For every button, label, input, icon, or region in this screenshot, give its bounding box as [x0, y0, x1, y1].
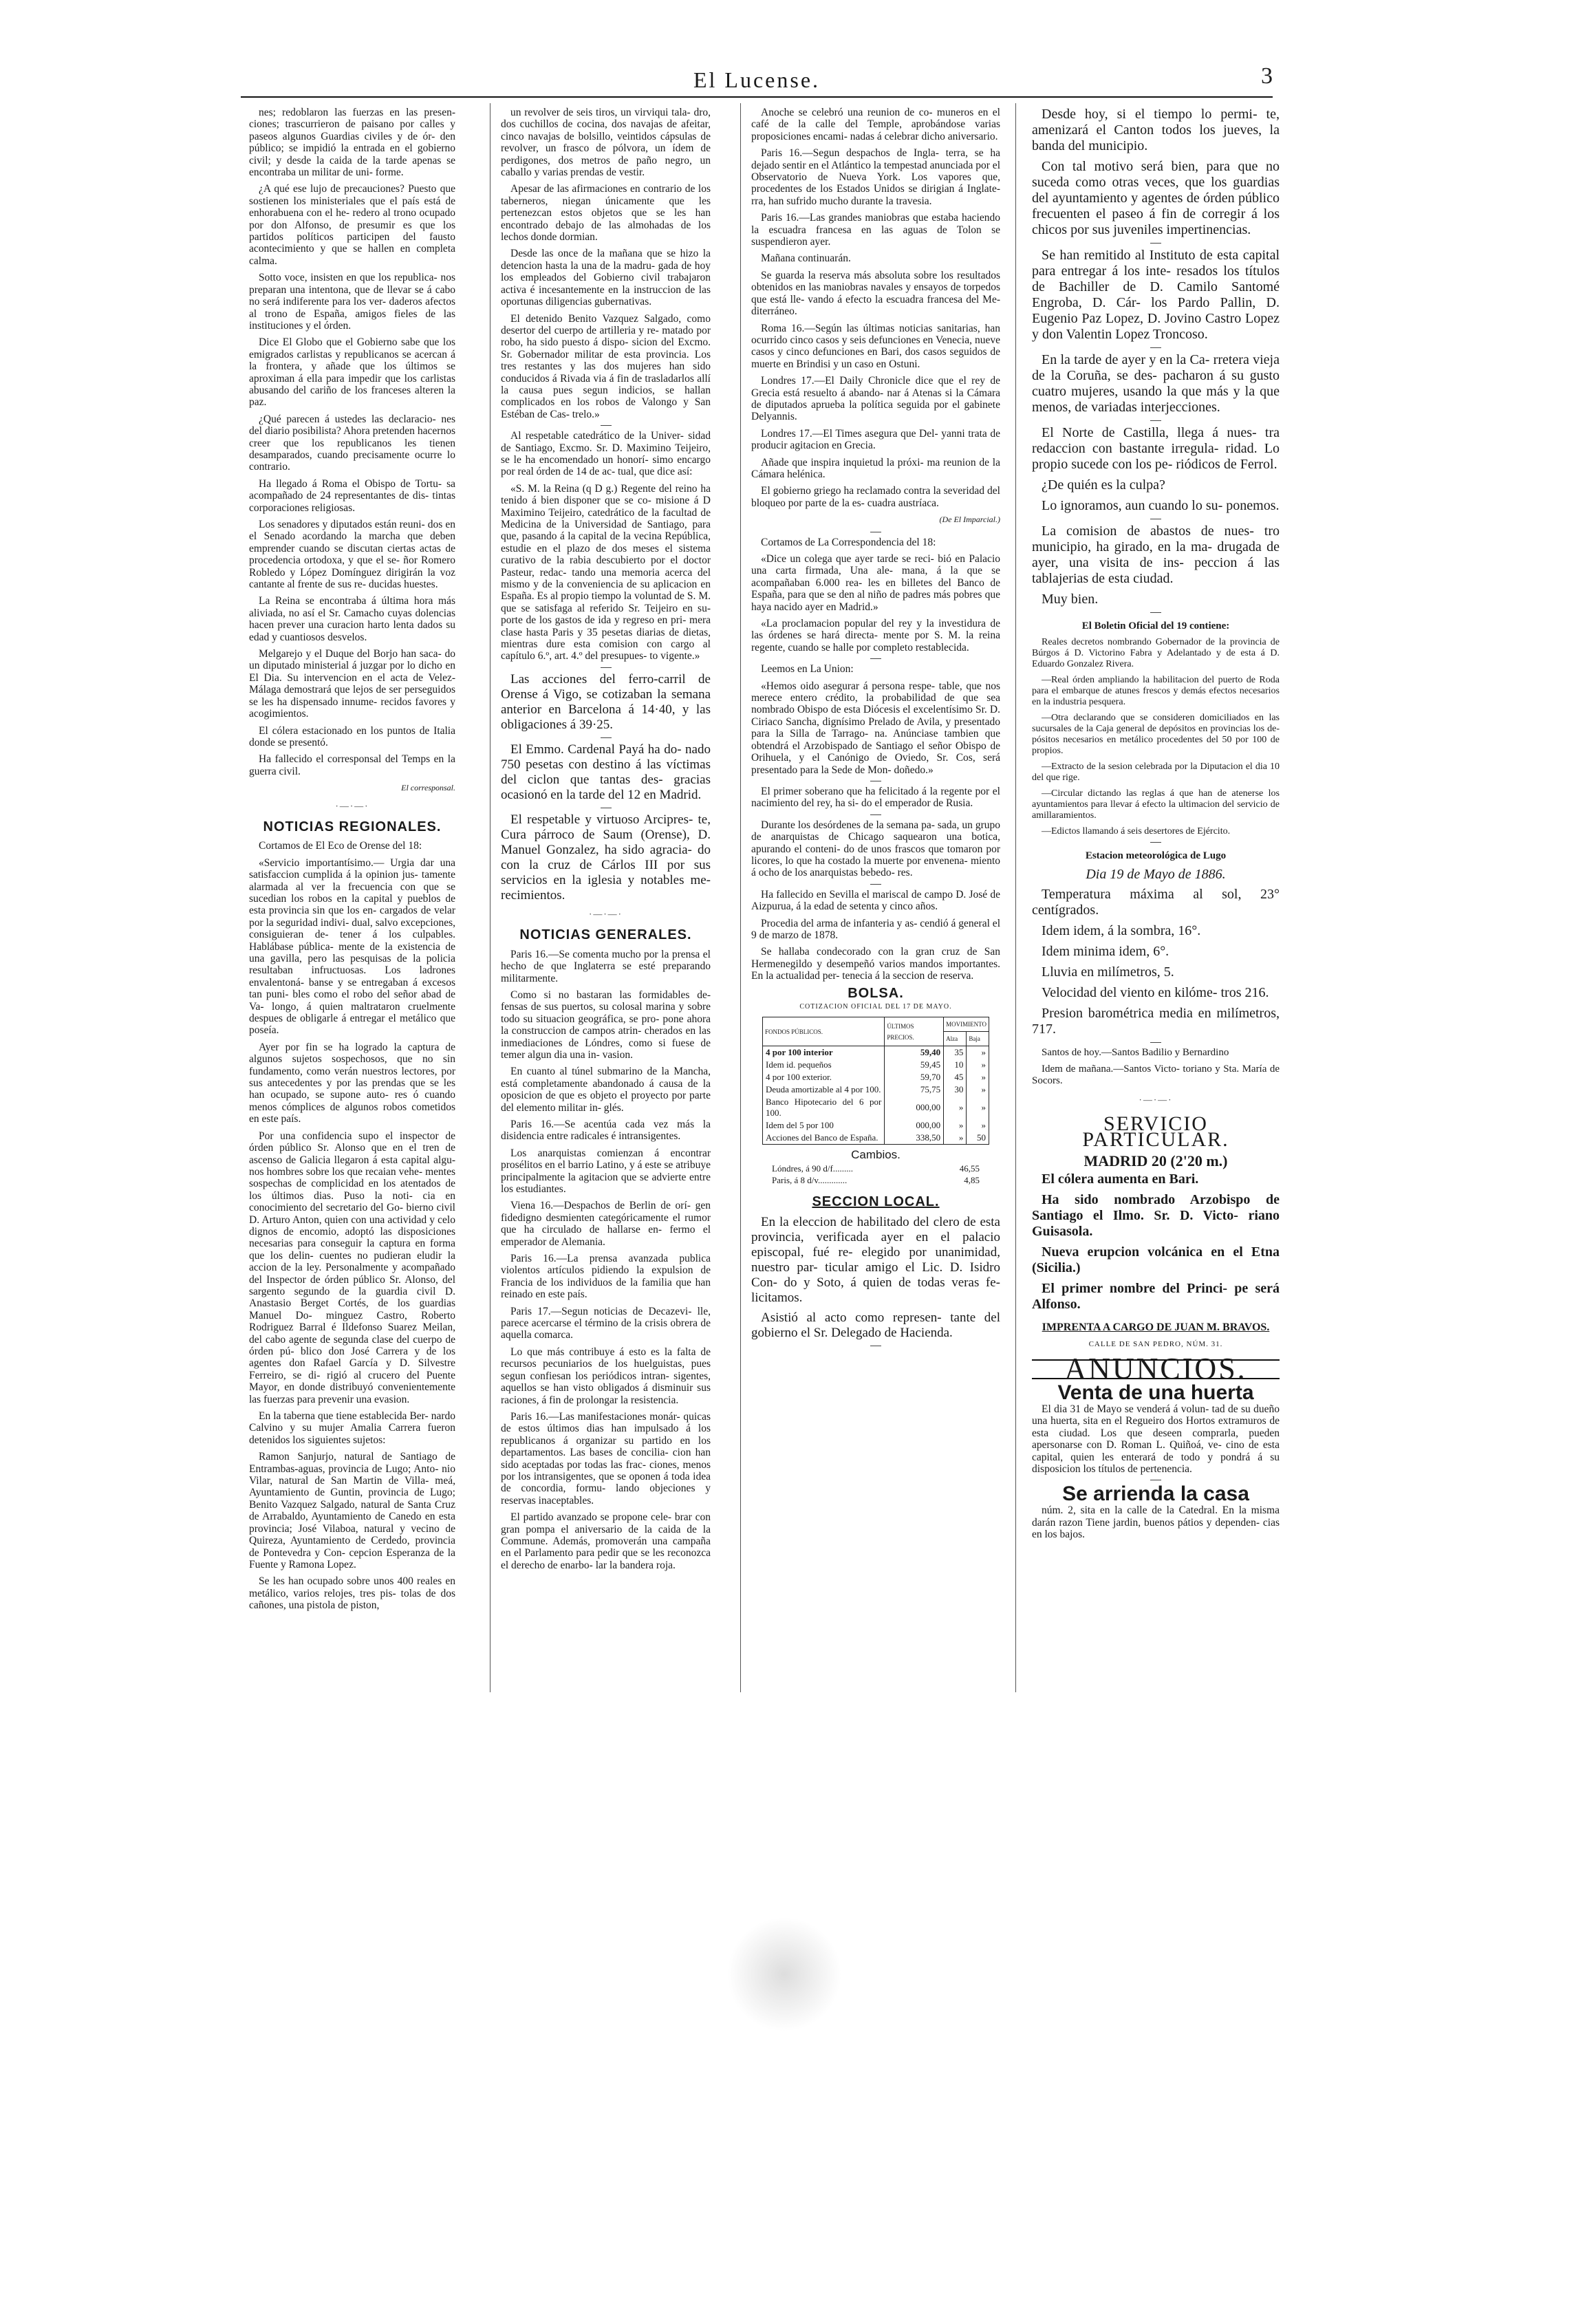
separator — [1150, 612, 1161, 613]
table-cell: » — [944, 1132, 967, 1145]
paragraph: Santos de hoy.—Santos Badilio y Bernardino — [1042, 1047, 1229, 1058]
separator — [1150, 842, 1161, 843]
paragraph: Londres 17.—El Times asegura que Del- yanni trata de producir agitacion en Grecia. — [751, 427, 1000, 452]
table-cell: 75,75 — [885, 1083, 944, 1096]
paragraph: El cólera estacionado en los puntos de Italia donde se presentó. — [249, 724, 455, 748]
paragraph: Cortamos de La Correspondencia del 18: — [761, 536, 936, 548]
paragraph: Londres 17.—El Daily Chronicle dice que el rey de Grecia está resuelto á abando- nar á Atenas si la Cámara de diputados aprueba la política seguida por el gabinete Delyannis. — [751, 375, 1000, 423]
paragraph: Paris 17.—Segun noticias de Decazevi- lle, parece acercarse el término de la crisis obrera de aquella comarca. — [501, 1305, 711, 1341]
paragraph: El gobierno griego ha reclamado contra la severidad del bloqueo por parte de la es- cuadra austríaca. — [751, 485, 1000, 509]
table-cell: » — [967, 1083, 989, 1096]
table-cell: 59,70 — [885, 1071, 944, 1083]
paragraph: «S. M. la Reina (q D g.) Regente del reino ha tenido á bien disponer que se co- misione á D Maximino Teijeiro, catedrático de la facultad de Medicina de la Universidad de Santiago, para que, pasando á la capital de la vecina República, estudie en el plazo de dos meses el sistema curativo de la rabia descubierto por el doctor Pasteur, redac- tando una memoria acerca del mismo y de la conveniencia de su aplicacion en España. Es al propio tiempo la voluntad de S. M. que se satisfaga al referido Sr. Teijeiro en su- porte de los gastos de ida y regreso en pri- mera clase hasta Paris y 35 pesetas diarias de dietas, mientras dure esta comision con cargo al capítulo 6.º, art. 4.º del presupues- to vigente.» — [501, 482, 711, 662]
bolsa-table — [762, 1017, 989, 1145]
paragraph: Se guarda la reserva más absoluta sobre los resultados obtenidos en las maniobras navales y ensayos de torpedos que está lle- vando á efecto la escuadra francesa del Me- diterráneo. — [751, 269, 1000, 318]
imprenta-line: IMPRENTA A CARGO DE JUAN M. BRAVOS. — [1042, 1321, 1270, 1333]
paragraph: Ha llegado á Roma el Obispo de Tortu- sa acompañado de 24 representantes de dis- tintas corporaciones religiosas. — [249, 477, 455, 514]
table-cell: 4 por 100 exterior. — [763, 1071, 885, 1083]
paragraph: La comision de abastos de nues- tro municipio, ha girado, en la ma- drugada de ayer, una visita de ins- peccion á las tablajerias de esta ciudad. — [1032, 524, 1280, 586]
paragraph: Leemos en La Union: — [761, 663, 854, 676]
ad-heading: Se arrienda la casa — [1062, 1482, 1249, 1506]
paragraph: —Extracto de la sesion celebrada por la Diputacion el dia 10 del que rige. — [1032, 762, 1280, 783]
paragraph: Se han remitido al Instituto de esta capital para entregar á los inte- resados los títulos de Bachiller de D. Camilo Santomé Engroba, D. Cár- los Pardo Pallin, D. Eugenio Paz Lopez, D. Jovino Castro Lopez y don Valentin Lopez Troncoso. — [1032, 248, 1280, 342]
paragraph: Con tal motivo será bien, para que no suceda como otras veces, que los guardias del ayuntamiento y agentes de órden público frecuenten el paseo á fin de corregir á los chicos por sus juveniles impertinencias. — [1032, 159, 1280, 237]
section-heading: NOTICIAS REGIONALES. — [263, 819, 442, 834]
paragraph: Al respetable catedrático de la Univer- sidad de Santiago, Excmo. Sr. D. Maximino Teijeiro, se le ha encomendado un honorí- simo encargo por real órden de 14 de ac- tual, que dice así: — [501, 430, 711, 478]
paragraph: Dice El Globo que el Gobierno sabe que los emigrados carlistas y republicanos se acercan á la frontera, y añade que los últimos se aproximan á ella para impedir que los carlistas abusando del cariño de los franceses alteren la paz. — [249, 336, 455, 409]
cambios-heading: Cambios. — [851, 1148, 901, 1162]
table-cell: Idem id. pequeños — [763, 1059, 885, 1071]
paragraph: Lo que más contribuye á esto es la falta de recursos pecuniarios de los huelguistas, pues segun confiesan los periódicos intran- sigentes, aquellos se han visto obligados á disminuir sus raciones, á fin de prolongar la resistencia. — [501, 1346, 711, 1406]
cambios-value: 46,55 — [959, 1163, 980, 1174]
table-header: MOVIMIENTO — [944, 1017, 989, 1032]
paragraph: Anoche se celebró una reunion de co- muneros en el café de la calle del Temple, aprobándose varias proposiciones encami- nadas á celebrar dicho aniversario. — [751, 107, 1000, 142]
table-cell: 30 — [944, 1083, 967, 1096]
boletin-heading: El Boletin Oficial del 19 contiene: — [1081, 620, 1230, 632]
ornament: ·—·—· — [589, 908, 623, 919]
table-row — [763, 1083, 989, 1096]
page-header — [241, 63, 1273, 96]
paragraph: —Real órden ampliando la habilitacion del puerto de Roda para el embarque de atunes frescos y demás efectos necesarios en la industria pesquera. — [1032, 675, 1280, 707]
table-cell: 50 — [967, 1132, 989, 1145]
ad-text: El dia 31 de Mayo se venderá á volun- tad de su dueño una huerta, sita en el Regueiro dos Hortos extramuros de esta ciudad. Los que deseen comprarla, pueden apersonarse con D. Roman L. Quiñoá, ve- cino de esta capital, quien les enterará de todo y pondrá á su disposicion los títulos de pertenencia. — [1032, 1403, 1280, 1476]
table-cell: Idem del 5 por 100 — [763, 1119, 885, 1132]
paragraph: Temperatura máxima al sol, 23° centígrados. — [1032, 887, 1280, 918]
separator — [1150, 347, 1161, 348]
paragraph: En cuanto al túnel submarino de la Mancha, está completamente abandonado á causa de la oposicion de que es objeto el proyecto por parte del elemento militar in- glés. — [501, 1066, 711, 1114]
paragraph: Velocidad del viento en kilóme- tros 216. — [1042, 985, 1269, 1000]
paragraph: El cólera aumenta en Bari. — [1042, 1172, 1199, 1187]
paragraph: Desde hoy, si el tiempo lo permi- te, amenizará el Canton todos los jueves, la banda del municipio. — [1032, 107, 1280, 153]
paragraph: Sotto voce, insisten en que los republica- nos preparan una intentona, que de llevar se á cabo no será indiferente para los ver- daderos afectos al trono de España, amigos fieles de las instituciones y el órden. — [249, 272, 455, 332]
separator — [870, 884, 881, 885]
ad-text: núm. 2, sita en la calle de la Catedral. En la misma darán razon Tiene jardin, buenos pátios y dependen- cias en los bajos. — [1032, 1504, 1280, 1541]
table-cell: Banco Hipotecario del 6 por 100. — [763, 1096, 885, 1119]
table-cell: 35 — [944, 1046, 967, 1059]
table-cell: » — [944, 1096, 967, 1119]
signature: (De El Imparcial.) — [939, 515, 1000, 525]
paragraph: Lo ignoramos, aun cuando lo su- ponemos. — [1042, 498, 1280, 513]
boletin-list — [1032, 637, 1280, 837]
paragraph: Paris 16.—Se comenta mucho por la prensa el hecho de que Inglaterra se esté preparando militarmente. — [501, 948, 711, 984]
column-4 — [1032, 107, 1280, 1716]
estacion-heading: Estacion meteorológica de Lugo — [1085, 850, 1227, 861]
paragraph: En la eleccion de habilitado del clero de esta provincia, verificada ayer en el palacio episcopal, fué re- elegido por unanimidad, nuestro par- ticular amigo el Lic. D. Isidro Con- do y Soto, á quien de todas veras fe- licitamos. — [751, 1215, 1000, 1306]
paragraph: Mañana continuarán. — [761, 252, 851, 265]
ornament: ·—·—· — [1139, 1094, 1173, 1105]
paragraph: Se les han ocupado sobre unos 400 reales en metálico, varios relojes, tres pis- tolas de dos cañones, una pistola de piston, — [249, 1575, 455, 1612]
paragraph: El detenido Benito Vazquez Salgado, como desertor del cuerpo de artilleria y re- matado por robo, ha sido puesto á dispo- sicion del Excmo. Sr. Gobernador militar de esta provincia. Los tres restantes y las dos mujeres han sido conducidos á Rivada via á fin de trasladarlos allí la causa pues segun indicios, se hallan complicados en los robos de Valongo y San Estéban de Cas- trelo.» — [501, 312, 711, 420]
paragraph: Ha sido nombrado Arzobispo de Santiago el Ilmo. Sr. D. Victo- riano Guisasola. — [1032, 1192, 1280, 1239]
print-blemish — [722, 1912, 846, 2036]
column-divider — [740, 103, 741, 1692]
paragraph: «La proclamacion popular del rey y la investidura de las órdenes se hará directa- mente por S. M. la reina regente, cuando se halle por completo restablecida. — [751, 618, 1000, 654]
paragraph: El primer soberano que ha felicitado á la regente por el nacimiento del rey, ha si- do el emperador de Rusia. — [751, 785, 1000, 810]
paragraph: Paris 16.—Se acentúa cada vez más la disidencia entre radicales é intransigentes. — [501, 1118, 711, 1143]
cambios-value: 4,85 — [964, 1175, 980, 1186]
page-number: 3 — [1261, 63, 1273, 89]
table-cell: Deuda amortizable al 4 por 100. — [763, 1083, 885, 1096]
paragraph: un revolver de seis tiros, un virviqui tala- dro, dos cuchillos de cocina, dos navajas de afeitar, cinco navajas de bolsillo, veintidos cápsulas de revolver, un frasco de pólvora, un ídem de perdigones, dos metros de paño negro, un caballo y varias prendas de vestir. — [501, 107, 711, 179]
table-cell: Acciones del Banco de España. — [763, 1132, 885, 1145]
table-row — [763, 1096, 989, 1119]
paragraph: Paris 16.—La prensa avanzada publica violentos artículos pidiendo la expulsion de Francia de los individuos de la familia que han reinado en este país. — [501, 1253, 711, 1301]
separator — [601, 667, 612, 668]
cambios-label: Paris, á 8 d/v............. — [772, 1175, 848, 1186]
table-row — [763, 1046, 989, 1059]
separator — [601, 425, 612, 426]
table-row — [763, 1132, 989, 1145]
paragraph: —Otra declarando que se consideren domiciliados en las sucursales de la Caja general de depósitos en provincias los de- pósitos necesarios en metálico procedentes del 50 por 100 de propios. — [1032, 713, 1280, 756]
newspaper-title: El Lucense. — [693, 67, 821, 92]
table-header: ÚLTIMOS PRECIOS. — [885, 1017, 944, 1046]
table-cell: 000,00 — [885, 1119, 944, 1132]
table-cell: 59,40 — [885, 1046, 944, 1059]
header-rule — [241, 96, 1273, 98]
table-header: Alza — [944, 1032, 967, 1046]
cambios-row — [751, 1174, 1000, 1186]
separator — [1150, 420, 1161, 421]
table-header: FONDOS PÚBLICOS. — [763, 1017, 885, 1046]
paragraph: Asistió al acto como represen- tante del gobierno el Sr. Delegado de Hacienda. — [751, 1310, 1000, 1341]
imprenta-address: CALLE DE SAN PEDRO, NÚM. 31. — [1088, 1340, 1223, 1348]
separator — [601, 737, 612, 738]
paragraph: Ramon Sanjurjo, natural de Santiago de Entrambas-aguas, provincia de Lugo; Anto- nio Vilar, natural de San Martin de Villa- meá, Ayuntamiento de Guntin, provincia de Lugo; Benito Vazquez Salgado, natural de Santa Cruz de Arrabaldo, Ayuntamiento de Canedo en esta provincia; José Vilaboa, natural y vecino de Quireza, Ayuntamiento de Cerdedo, provincia de Pontevedra y Con- cepcion Esperanza de la Fuente y Ramona Lopez. — [249, 1451, 455, 1571]
paragraph: Ha fallecido el corresponsal del Temps en la guerra civil. — [249, 753, 455, 777]
paragraph: ¿A qué ese lujo de precauciones? Puesto que sostienen los ministeriales que el país está de enhorabuena con el he- redero al trono ocupado por don Alfonso, de presumir es que los partidos políticos participen del fausto acontecimiento y que se hallen en completa calma. — [249, 183, 455, 267]
column-divider — [1015, 103, 1016, 1692]
table-cell: 4 por 100 interior — [763, 1046, 885, 1059]
paragraph: —Circular dictando las reglas á que han de atenerse los ayuntamientos para llevar á efecto la ultimacion del servicio de amillaramientos. — [1032, 788, 1280, 821]
paragraph: Se hallaba condecorado con la gran cruz de San Hermenegildo y desempeñó varios mandos importantes. En la actualidad per- tenecia á la seccion de reserva. — [751, 946, 1000, 982]
separator — [1150, 243, 1161, 244]
paragraph: Los senadores y diputados están reuni- dos en el Senado acordando la marcha que deben emprender cuando se discutan ciertas actas de procedencia ortodoxa, y que el se- ñor Romero Robledo y López Domínguez dirigirán la voz cantante al frente de sus re- ducidas huestes. — [249, 519, 455, 591]
table-cell: » — [944, 1119, 967, 1132]
paragraph: ¿De quién es la culpa? — [1042, 477, 1165, 493]
paragraph: Roma 16.—Según las últimas noticias sanitarias, han ocurrido cinco casos y seis defunciones en Venecia, nueve casos y cinco defunciones en Bari, dos casos seguidos de muerte en Brindisi y un caso en Ostuni. — [751, 322, 1000, 370]
paragraph: Nueva erupcion volcánica en el Etna (Sicilia.) — [1032, 1244, 1280, 1275]
paragraph: Paris 16.—Segun despachos de Ingla- terra, se ha dejado sentir en el Atlántico la tempestad anunciada por el Observatorio de Nueva York. Los vapores que, procedentes de los Estados Unidos se dirigian á Inglate- rra, han sufrido mucho durante la travesia. — [751, 147, 1000, 207]
column-2 — [501, 107, 711, 1716]
cambios-row — [751, 1163, 1000, 1174]
bolsa-heading: BOLSA. — [848, 985, 904, 1001]
paragraph: Las acciones del ferro-carril de Orense á Vigo, se cotizaban la semana anterior en Barcelona á 14·40, y las obligaciones á 39·25. — [501, 671, 711, 732]
paragraph: El respetable y virtuoso Arcipres- te, Cura párroco de Saum (Orense), D. Manuel Gonzalez, ha sido agracia- do con la cruz de Cárlos III por sus servicios en la iglesia y notables me- recimientos. — [501, 812, 711, 903]
column-1 — [249, 107, 455, 1716]
paragraph: Desde las once de la mañana que se hizo la detencion hasta la una de la madru- gada de hoy los empleados del Gobierno civil trabajaron activa é incesantemente en la instruccion de las oportunas diligencias gubernativas. — [501, 248, 711, 308]
paragraph: Como si no bastaran las formidables de- fensas de sus puertos, su colosal marina y sobre todo su situacion geográfica, se pro- pone ahora la construccion de campos atrin- cherados en las inmediaciones de Lóndres, como si fuese de temer algun dia una in- vasion. — [501, 989, 711, 1061]
section-heading: NOTICIAS GENERALES. — [519, 927, 692, 943]
bolsa-subheading: COTIZACION OFICIAL DEL 17 DE MAYO. — [799, 1003, 952, 1011]
paragraph: En la taberna que tiene establecida Ber- nardo Calvino y su mujer Amalia Carrera fueron detenidos los siguientes sujetos: — [249, 1410, 455, 1446]
paragraph: nes; redoblaron las fuerzas en las presen- ciones; trascurrieron de paisano por calles y paseos algunos Guardias civiles y de ór- den público; se impidió la entrada en el gobierno civil; y desde la caida de la tarde apenas se encontraba un militar de uni- forme. — [249, 107, 455, 179]
paragraph: Idem idem, á la sombra, 16°. — [1042, 923, 1201, 938]
estacion-date: Dia 19 de Mayo de 1886. — [1086, 867, 1226, 882]
paragraph: En la tarde de ayer y en la Ca- rretera vieja de la Coruña, se des- pacharon á su gusto cuatro mujeres, usando la que más y la que menos, de variadas interjecciones. — [1032, 352, 1280, 415]
paragraph: Viena 16.—Despachos de Berlin de orí- gen fidedigno desmienten categóricamente el rumor que ha circulado de hallarse en- fermo el emperador de Alemania. — [501, 1200, 711, 1248]
signature: El corresponsal. — [401, 783, 455, 793]
paragraph: «Servicio importantísimo.— Urgia dar una satisfaccion cumplida á la opinion jus- tamente alarmada al ver la frecuencia con que se sucedian los robos en la capital y pueblos de esta provincia sin que los en- cargados de velar por la seguridad indivi- dual, salvo excepciones, consiguieran de- tener á los culpables. Hablábase pública- mente de la existencia de una gavilla, pero las pesquisas de la policia resultaban infructuosas. Los ladrones envalentoná- banse y se entregaban á excesos tan puni- bles como el robo del señor abad de Va- longo, á quien maltrataron cruelmente despues de obligarle á entregar el metálico que poseía. — [249, 856, 455, 1037]
table-cell: » — [967, 1046, 989, 1059]
paragraph: Muy bien. — [1042, 592, 1099, 607]
paragraph: Cortamos de El Eco de Orense del 18: — [259, 840, 422, 852]
paragraph: Paris 16.—Las manifestaciones monár- quicas de estos últimos dias han impulsado á los republicanos á organizar su partido en los departamentos. Las bases de concilia- cion han sido aceptadas por todas las frac- ciones, menos por los intransigentes, que se oponen á toda idea de concordia, formu- lando objeciones y reservas inaceptables. — [501, 1410, 711, 1507]
paragraph: El Norte de Castilla, llega á nues- tra redaccion con bastante irregula- ridad. Lo propio sucede con los pe- riódicos de Ferrol. — [1032, 425, 1280, 472]
separator — [870, 658, 881, 659]
ad-heading: Venta de una huerta — [1057, 1381, 1254, 1404]
paragraph: Por una confidencia supo el inspector de órden público Sr. Alonso que en el tren de ascenso de Galicia llegaron á esta capital algu- nos hombres sobre los que recaian vehe- mentes sospechas de complicidad en los atentados de los últimos dias. Puso la noti- cia en conocimiento del secretario del Go- bierno civil D. Arturo Anton, quien con una actividad y celo dignos de encomio, adoptó las disposiciones necesarias para conseguir la captura en forma que los delin- cuentes no pudieran eludir la accion de la ley. Personalmente y acompañado del Inspector de órden público Sr. Alonso, del sargento segundo de la guardia civil D. Anastasio Berget Cortés, de los guardias Manuel Do- minguez Castro, Roberto Rodriguez Barral é Ildefonso Suarez Meilan, del cabo agente de segunda clase del cuerpo de órden pú- blico don José Carrera y de los agentes don Rafael García y D. Silvestre Ferreiro, se di- rigió al crucero del Puente Mayor, en donde distribuyó convenientemente las fuerzas para prevenir una evasion. — [249, 1130, 455, 1405]
anuncios-heading: ANUNCIOS. — [1032, 1359, 1280, 1379]
table-header: Baja — [967, 1032, 989, 1046]
paragraph: ¿Qué parecen á ustedes las declaracio- nes del diario posibilista? Ahora pretenden hacernos creer que los republicanos les tienen desamparados, cuando precisamente ocurre lo contrario. — [249, 413, 455, 473]
paragraph: Apesar de las afirmaciones en contrario de los taberneros, niegan únicamente que les pertenezcan estos objetos que se les han encontrado debajo de las almohadas de los lechos donde dormian. — [501, 183, 711, 244]
table-cell: 59,45 — [885, 1059, 944, 1071]
table-cell: » — [967, 1059, 989, 1071]
paragraph: Idem de mañana.—Santos Victo- toriano y Sta. María de Socors. — [1032, 1064, 1280, 1086]
paragraph: —Edictos llamando á seis desertores de Ejército. — [1042, 826, 1231, 837]
paragraph: Añade que inspira inquietud la próxi- ma reunion de la Cámara helénica. — [751, 456, 1000, 480]
paragraph: La Reina se encontraba á última hora más aliviada, no así el Sr. Camacho cuyas dolencias hacen prever una curacion harto lenta dados su edad y cuantiosos desvelos. — [249, 595, 455, 643]
cambios-label: Lóndres, á 90 d/f......... — [772, 1163, 854, 1174]
table-cell: 10 — [944, 1059, 967, 1071]
table-row — [763, 1071, 989, 1083]
paragraph: El primer nombre del Princi- pe será Alfonso. — [1032, 1281, 1280, 1312]
table-cell: » — [967, 1071, 989, 1083]
paragraph: Paris 16.—Las grandes maniobras que estaba haciendo la escuadra francesa en las aguas de Tolon se suspendieron ayer. — [751, 212, 1000, 248]
table-cell: » — [967, 1119, 989, 1132]
separator — [1150, 1042, 1161, 1043]
table-cell: 000,00 — [885, 1096, 944, 1119]
paragraph: Los anarquistas comienzan á encontrar prosélitos en el barrio Latino, y á este se atribuye principalmente la agitacion que se advierte entre los estudiantes. — [501, 1147, 711, 1195]
paragraph: Idem minima idem, 6°. — [1042, 944, 1169, 959]
paragraph: Lluvia en milímetros, 5. — [1042, 964, 1174, 980]
table-cell: 338,50 — [885, 1132, 944, 1145]
servicio-heading: SERVICIO PARTICULAR. — [1082, 1112, 1229, 1151]
madrid-dateline: MADRID 20 (2'20 m.) — [1083, 1152, 1228, 1169]
paragraph: Melgarejo y el Duque del Borjo han saca- do un diputado ministerial á juzgar por lo dicho en El Dia. Su intervencion en el acta de Velez-Málaga demostrará que lejos de ser perseguidos se les ha dispensado innume- recidos favores y acogimientos. — [249, 648, 455, 720]
table-cell: 45 — [944, 1071, 967, 1083]
table-row — [763, 1059, 989, 1071]
paragraph: Durante los desórdenes de la semana pa- sada, un grupo de anarquistas de Chicago saquearon una botica, apurando el conteni- do de unos frascos que tomaron por licores, lo que ha costado la muerte por envenena- miento á ocho de los anarquistas bebedo- res. — [751, 819, 1000, 879]
column-3 — [751, 107, 1000, 1716]
paragraph: «Hemos oido asegurar á persona respe- table, que nos merece entero crédito, la probabilidad de que sea nombrado Obispo de esta Diócesis el excelentísimo Sr. D. Ciriaco Sancha, dignísimo Prelado de Avila, y presentado para la Silla de Tarrago- na. Anúnciase tambien que obtendrá el Arzobispado de Santiago el señor Obispo de Orihuela, y el Canónigo de Oviedo, Sr. Cos, será presentado para la Sede de Mon- doñedo.» — [751, 680, 1000, 776]
table-row — [763, 1119, 989, 1132]
separator — [870, 814, 881, 815]
table-cell: » — [967, 1096, 989, 1119]
paragraph: El Emmo. Cardenal Payá ha do- nado 750 pesetas con destino á las víctimas del ciclon que tantas des- gracias ocasionó en la tarde del 12 en Madrid. — [501, 742, 711, 802]
paragraph: Ayer por fin se ha logrado la captura de algunos sujetos sospechosos, que no sin fundamento, como verán nuestros lectores, por sus antecedentes y por las prendas que se les han ocupado, se supone auto- res ó cuando menos cómplices de algunos robos cometidos en este país. — [249, 1041, 455, 1125]
paragraph: Ha fallecido en Sevilla el mariscal de campo D. José de Aizpurua, á la edad de setenta y cinco años. — [751, 888, 1000, 913]
section-heading: SECCION LOCAL. — [812, 1194, 940, 1209]
ornament: ·—·—· — [335, 800, 369, 811]
paragraph: Reales decretos nombrando Gobernador de la provincia de Búrgos á D. Victorino Fabra y Adelantado y de esta á D. Eduardo Gonzalez Rivera. — [1032, 637, 1280, 669]
paragraph: «Dice un colega que ayer tarde se reci- bió en Palacio una carta firmada, Una ale- mana, á la que se acompañaban 6.000 rea- les en billetes del Banco de España, para que se den al niño de padres más pobres que haya nacido ayer en Madrid.» — [751, 553, 1000, 613]
paragraph: El partido avanzado se propone cele- brar con gran pompa el aniversario de la caida de la Commune. Además, promoverán una campaña en el Parlamento para pedir que se les reconozca el derecho de enarbo- lar la bandera roja. — [501, 1511, 711, 1571]
paragraph: Presion barométrica media en milímetros, 717. — [1032, 1006, 1280, 1037]
paragraph: Procedia del arma de infanteria y as- cendió á general el 9 de marzo de 1878. — [751, 917, 1000, 941]
